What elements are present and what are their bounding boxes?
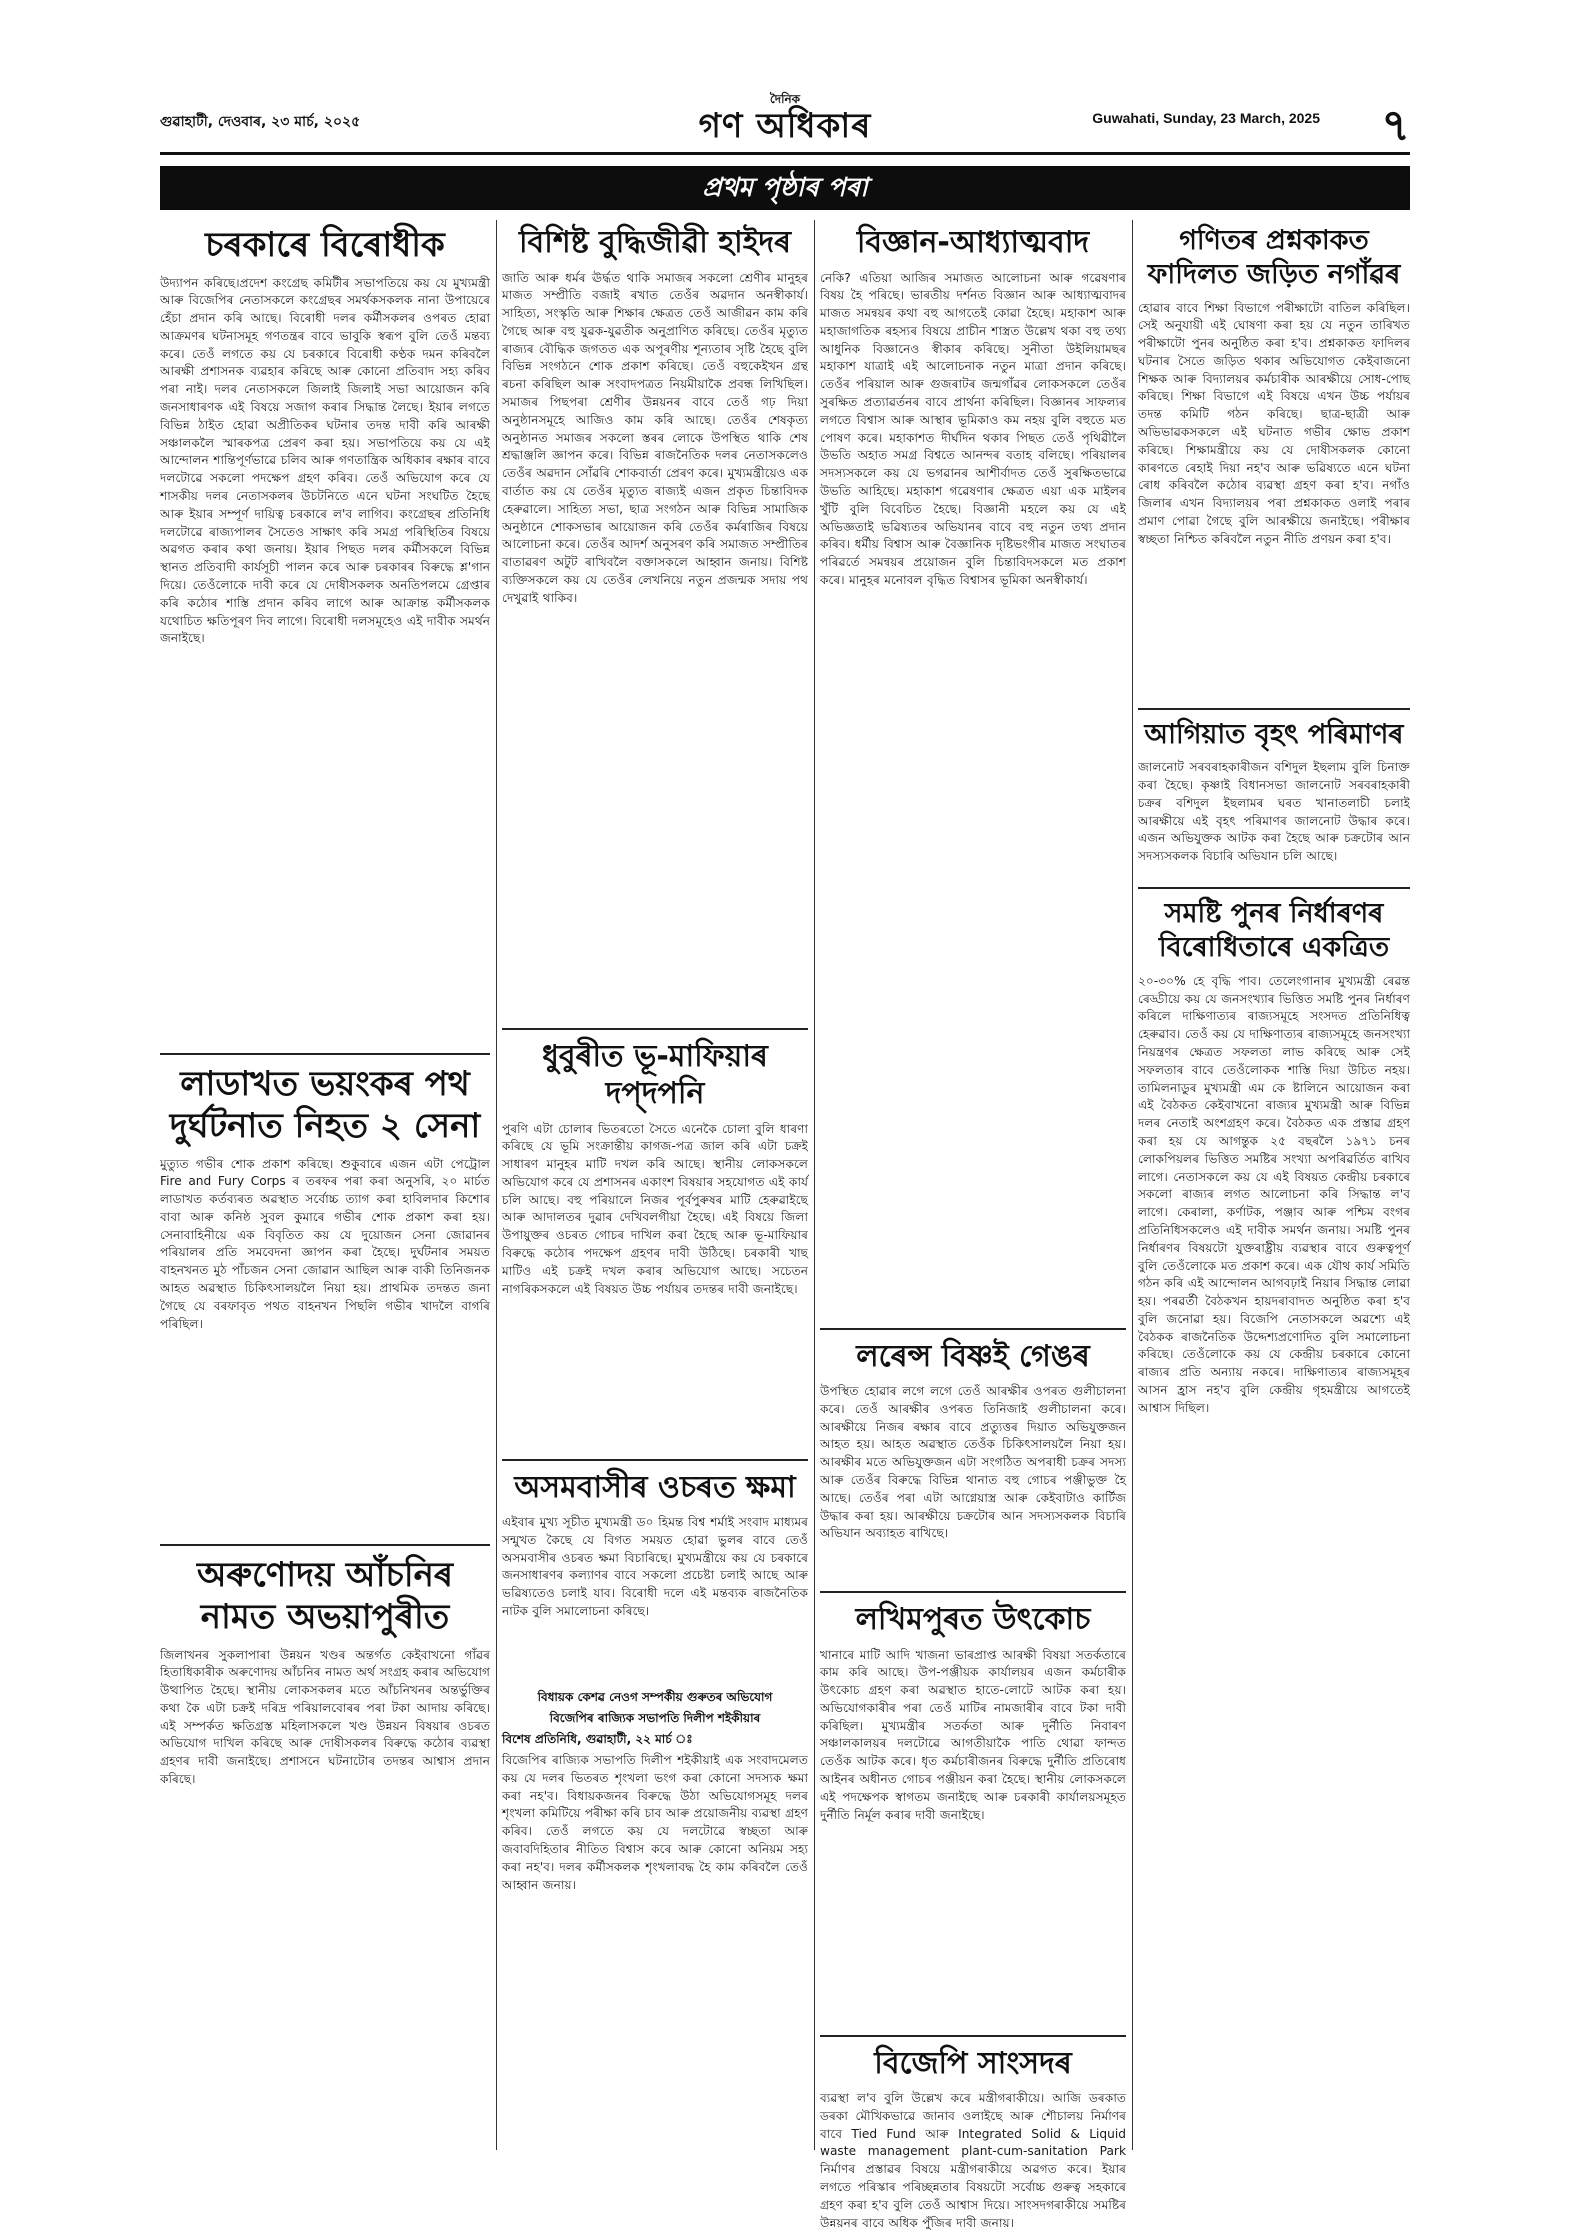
article-body: পুৰণি এটা চোলাৰ ভিতৰতো সৈতে এনেকৈ চোলা বুলি ধাৰণা কৰিছে যে ভূমি সংক্ৰান্তীয় কাগজ-পত্ৰ জাল কৰি এটা চক্ৰই সাধাৰণ মানুহৰ মাটি দখল কৰি আছে। স্থানীয় লোকসকলে অভিযোগ কৰে যে প্ৰশাসনৰ একাংশ বিষয়াৰ সহযোগত এই কাৰ্য চলি আছে। বহু পৰিয়ালে নিজৰ পূৰ্বপুৰুষৰ মাটি হেৰুৱাইছে আৰু আদালতৰ দুৱাৰ দেখিবলগীয়া হৈছে। এই বিষয়ে জিলা উপায়ুক্তৰ ওচৰত গোচৰ দাখিল কৰা হৈছে আৰু ভূ-মাফিয়াৰ বিৰুদ্ধে কঠোৰ পদক্ষেপ গ্ৰহণৰ দাবী উঠিছে। চৰকাৰী খাছ মাটিও এই চক্ৰই দখল কৰাৰ অভিযোগ আছে। সচেতন নাগৰিকসকলে এই বিষয়ত উচ্চ পৰ্যায়ৰ তদন্তৰ দাবী জনাইছে।: [502, 1121, 808, 1296]
newspaper-logo: [660, 92, 910, 146]
column-4: [1138, 220, 1410, 2203]
article-separator: [1138, 708, 1410, 710]
dateline: বিশেষ প্ৰতিনিধি, গুৱাহাটী, ২২ মাৰ্চ ঃ: [502, 1732, 693, 1746]
article-body: নেকি? এতিয়া আজিৰ সমাজত আলোচনা আৰু গৱেষণাৰ বিষয় হৈ পৰিছে। ভাৰতীয় দৰ্শনত বিজ্ঞান আৰু আধ্যাত্মবাদৰ মাজত সমন্বয়ৰ কথা বহু আগতেই কোৱা হৈছে। মহাকাশ আৰু মহাজাগতিক ৰহস্যৰ বিষয়ে প্ৰাচীন শাস্ত্ৰত উল্লেখ থকা বহু তথ্য আধুনিক বিজ্ঞানেও স্বীকাৰ কৰিছে। সুনীতা উইলিয়ামছৰ মহাকাশ যাত্ৰাই এই আলোচনাক নতুন মাত্ৰা প্ৰদান কৰিছে। তেওঁৰ পৰিয়াল আৰু গুজৰাটৰ জন্মগাঁৱৰ লোকসকলে তেওঁৰ সুৰক্ষিত প্ৰত্যাৱৰ্তনৰ বাবে প্ৰাৰ্থনা কৰিছিল। বিজ্ঞানৰ সাফল্যৰ লগতে বিশ্বাস আৰু আস্থাৰ ভূমিকাও কম নহয় বুলি বহুতে মত পোষণ কৰে। মহাকাশত দীৰ্ঘদিন থকাৰ পিছত তেওঁ পৃথিৱীলৈ উভতি অহাত সমগ্ৰ বিশ্বতে আনন্দৰ বতাহ বলিছে। পৰিয়ালৰ সদস্যসকলে কয় যে ভগৱানৰ আশীৰ্বাদত তেওঁ সুৰক্ষিতভাৱে উভতি আহিছে। মহাকাশ গৱেষণাৰ ক্ষেত্ৰত এয়া এক মাইলৰ খুঁটি বুলি বিবেচিত হৈছে। বিজ্ঞানী মহলে কয় যে এই অভিজ্ঞতাই ভৱিষ্যতৰ অভিযানৰ বাবে বহু নতুন তথ্য প্ৰদান কৰিব। ধৰ্মীয় বিশ্বাস আৰু বৈজ্ঞানিক দৃষ্টিভংগীৰ মাজত সংঘাতৰ পৰিৱৰ্তে সমন্বয়ৰ প্ৰয়োজন বুলি চিন্তাবিদসকলে মত প্ৰকাশ কৰে। মানুহৰ মনোবল বৃদ্ধিত বিশ্বাসৰ ভূমিকা অনস্বীকাৰ্য।: [820, 270, 1126, 588]
date-local: গুৱাহাটী, দেওবাৰ, ২৩ মাৰ্চ, ২০২৫: [160, 114, 361, 130]
column-2: [502, 220, 808, 2132]
section-banner: প্ৰথম পৃষ্ঠাৰ পৰা: [160, 166, 1410, 210]
column-1: [160, 220, 490, 2067]
article-headline: গণিতৰ প্ৰশ্নকাকত ফাদিলত জড়িত নগাঁৱৰ: [1147, 225, 1401, 290]
article-body: উপস্থিত হোৱাৰ লগে লগে তেওঁ আৰক্ষীৰ ওপৰত গুলীচালনা কৰে। তেওঁ আৰক্ষীৰ ওপৰত তিনিজাই গুলীচালনা কৰে। আৰক্ষীয়ে নিজৰ ৰক্ষাৰ বাবে প্ৰত্যুত্তৰ দিয়াত অভিযুক্তজন আহত হয়। আহত অৱস্থাত তেওঁক চিকিৎসালয়লৈ নিয়া হয়। আৰক্ষীৰ মতে অভিযুক্তজন এটা সংগঠিত অপৰাধী চক্ৰৰ সদস্য আৰু তেওঁৰ বিৰুদ্ধে বিভিন্ন থানাত বহু গোচৰ পঞ্জীভুক্ত হৈ আছে। তেওঁৰ পৰা এটা আগ্নেয়াস্ত্ৰ আৰু কেইবাটাও কাৰ্টিজ উদ্ধাৰ কৰা হয়। আৰক্ষীয়ে চক্ৰটোৰ আন সদস্যসকলক বিচাৰি অভিযান অব্যাহত ৰাখিছে।: [820, 1384, 1126, 1541]
article-headline: লাডাখত ভয়ংকৰ পথ দুৰ্ঘটনাত নিহত ২ সেনা: [169, 1063, 481, 1146]
article-separator: [820, 1328, 1126, 1330]
logo-small-text: দৈনিক: [769, 92, 801, 106]
column-divider: [1132, 220, 1133, 2150]
masthead: [160, 92, 1410, 156]
article-separator: [502, 1459, 808, 1461]
column-3: [820, 220, 1126, 2240]
article-body: উদ্যাপন কৰিছে।প্ৰদেশ কংগ্ৰেছ কমিটীৰ সভাপতিয়ে কয় যে মুখ্যমন্ত্ৰী আৰু বিজেপিৰ নেতাসকলে কংগ্ৰেছৰ সমৰ্থকসকলক নানা উপায়েৰে হেঁচা প্ৰদান কৰি আছে। বিৰোধী দলৰ কৰ্মীসকলৰ ওপৰত হোৱা আক্ৰমণৰ ঘটনাসমূহ গণতন্ত্ৰৰ বাবে ভাবুকি স্বৰূপ বুলি তেওঁ মন্তব্য কৰে। তেওঁ লগতে কয় যে চৰকাৰে বিৰোধী কণ্ঠক দমন কৰিবলৈ আৰক্ষী প্ৰশাসনক ব্যৱহাৰ কৰিছে আৰু কোনো প্ৰতিবাদ সহ্য কৰিব পৰা নাই। দলৰ নেতাসকলে জিলাই জিলাই সভা আয়োজন কৰি জনসাধাৰণক এই বিষয়ে সজাগ কৰাৰ সিদ্ধান্ত লৈছে। ইয়াৰ লগতে বিভিন্ন ঠাইত হোৱা অপ্ৰীতিকৰ ঘটনাৰ তদন্ত দাবী কৰি আৰক্ষী সঞ্চালকলৈ স্মাৰকপত্ৰ প্ৰেৰণ কৰা হয়। সভাপতিয়ে কয় যে এই আন্দোলন শান্তিপূৰ্ণভাৱে চলিব আৰু গণতান্ত্ৰিক অধিকাৰ ৰক্ষাৰ বাবে দলটোৱে সকলো পদক্ষেপ গ্ৰহণ কৰিব। তেওঁ অভিযোগ কৰে যে শাসকীয় দলৰ নেতাসকলৰ উচটনিতে এনে ঘটনা সংঘটিত হৈছে আৰু ইয়াৰ সম্পূৰ্ণ দায়িত্ব চৰকাৰে ল'ব লাগিব। কংগ্ৰেছৰ প্ৰতিনিধি দলটোৱে ৰাজ্যপালৰ সৈতেও সাক্ষাৎ কৰি সমগ্ৰ পৰিস্থিতিৰ বিষয়ে অৱগত কৰাৰ কথা জনায়। ইয়াৰ পিছত দলৰ কৰ্মীসকলে বিভিন্ন স্থানত প্ৰতিবাদী কাৰ্যসূচী পালন কৰে আৰু চৰকাৰৰ বিৰুদ্ধে শ্ল'গান দিয়ে। তেওঁলোকে দাবী কৰে যে দোষীসকলক অনতিপলমে গ্ৰেপ্তাৰ কৰি কঠোৰ শাস্তি প্ৰদান কৰিব লাগে আৰু আক্ৰান্ত কৰ্মীসকলক যথোচিত ক্ষতিপূৰণ দিব লাগে। বিৰোধী দলসমূহেও এই দাবীক সমৰ্থন জনাইছে।: [160, 275, 490, 646]
article-headline: অসমবাসীৰ ওচৰত ক্ষমা: [514, 1469, 796, 1505]
article-headline: অৰুণোদয় আঁচনিৰ নামত অভয়াপুৰীত: [196, 1554, 454, 1637]
article-separator: [160, 1053, 490, 1055]
article-headline: চৰকাৰে বিৰোধীক: [205, 225, 445, 265]
article-body: মুত্যুত গভীৰ শোক প্ৰকাশ কৰিছে। শুকুবাৰে এজন এটা পেট্ৰোল Fire and Fury Corps ৰ তৰফৰ পৰা কৰা অনুসৰি, ২০ মাৰ্চত লাডাখত কৰ্তব্যৰত অৱস্থাত সৰ্বোচ্চ ত্যাগ কৰা হাবিলদাৰ কিশোৰ বাবা আৰু কনিষ্ঠ সুবল কুমাৰে গভীৰ শোক প্ৰকাশ কৰা হয়। সেনাবাহিনীয়ে এক বিবৃতিত কয় যে দুয়োজন সেনা জোৱানৰ পৰিয়ালৰ প্ৰতি সমবেদনা জ্ঞাপন কৰা হৈছে। দুৰ্ঘটনাৰ সময়ত বাহনখনত মুঠ পাঁচজন সেনা জোৱান আছিল আৰু বাকী তিনিজনক আহত অৱস্থাত চিকিৎসালয়লৈ নিয়া হয়। প্ৰাথমিক তদন্তত জনা গৈছে যে বৰফাবৃত পথত বাহনখন পিছলি গভীৰ খাদলৈ বাগৰি পৰিছিল।: [160, 1156, 490, 1331]
logo-name: গণ অধিকাৰ: [698, 106, 872, 146]
article-body: হোৱাৰ বাবে শিক্ষা বিভাগে পৰীক্ষাটো বাতিল কৰিছিল। সেই অনুযায়ী এই ঘোষণা কৰা হয় যে নতুন তাৰিখত পৰীক্ষাটো পুনৰ অনুষ্ঠিত কৰা হ'ব। প্ৰশ্নকাকত ফাদিলৰ ঘটনাৰ সৈতে জড়িত থকাৰ অভিযোগত কেইবাজনো শিক্ষক আৰু বিদ্যালয়ৰ কৰ্মচাৰীক আৰক্ষীয়ে সোধ-পোছ কৰিছে। শিক্ষা বিভাগে এই বিষয়ে এখন উচ্চ পৰ্যায়ৰ তদন্ত কমিটি গঠন কৰিছে। ছাত্ৰ-ছাত্ৰী আৰু অভিভাৱকসকলে এই ঘটনাত গভীৰ ক্ষোভ প্ৰকাশ কৰিছে। শিক্ষামন্ত্ৰীয়ে কয় যে দোষীসকলক কোনো কাৰণতে ৰেহাই দিয়া নহ'ব আৰু ভৱিষ্যতে এনে ঘটনা ৰোধ কৰিবলৈ কঠোৰ ব্যৱস্থা গ্ৰহণ কৰা হ'ব। নগাঁও জিলাৰ এখন বিদ্যালয়ৰ পৰা প্ৰশ্নকাকত ওলাই পৰাৰ প্ৰমাণ পোৱা গৈছে বুলি আৰক্ষীয়ে জনাইছে। পৰীক্ষাৰ স্বচ্ছতা নিশ্চিত কৰিবলৈ নতুন নীতি প্ৰণয়ন কৰা হ'ব।: [1138, 300, 1410, 546]
masthead-rule: [160, 152, 1410, 155]
article-headline: লৰেন্স বিষ্ণই গেঙৰ: [856, 1338, 1090, 1374]
article-headline: বিশিষ্ট বুদ্ধিজীৱী হাইদৰ: [518, 225, 792, 260]
article-headline: বিজ্ঞান-আধ্যাত্মবাদ: [856, 225, 1090, 260]
article-body: জাতি আৰু ধৰ্মৰ ঊৰ্দ্ধত থাকি সমাজৰ সকলো শ্ৰেণীৰ মানুহৰ মাজত সম্প্ৰীতি বজাই ৰখাত তেওঁৰ অৱদান অনস্বীকাৰ্য। সাহিত্য, সংস্কৃতি আৰু শিক্ষাৰ ক্ষেত্ৰত তেওঁ আজীৱন কাম কৰি গৈছে আৰু বহু যুৱক-যুৱতীক অনুপ্ৰাণিত কৰিছে। তেওঁৰ মৃত্যুত ৰাজ্যৰ বৌদ্ধিক জগতত এক অপূৰণীয় শূন্যতাৰ সৃষ্টি হৈছে বুলি বিভিন্ন সংগঠনে শোক প্ৰকাশ কৰিছে। তেওঁ বহুকেইখন গ্ৰন্থ ৰচনা কৰিছিল আৰু সংবাদপত্ৰত নিয়মীয়াকৈ প্ৰবন্ধ লিখিছিল। সমাজৰ পিছপৰা শ্ৰেণীৰ উন্নয়নৰ বাবে তেওঁ গঢ় দিয়া অনুষ্ঠানসমূহে আজিও কাম কৰি আছে। তেওঁৰ শেষকৃত্য অনুষ্ঠানত সমাজৰ সকলো স্তৰৰ লোকে উপস্থিত থাকি শেষ শ্ৰদ্ধাঞ্জলি জ্ঞাপন কৰে। বিভিন্ন ৰাজনৈতিক দলৰ নেতাসকলেও তেওঁৰ অৱদান সোঁৱৰি শোকবাৰ্তা প্ৰেৰণ কৰে। মুখ্যমন্ত্ৰীয়েও এক বাৰ্তাত কয় যে তেওঁৰ মৃত্যুত ৰাজ্যই এজন প্ৰকৃত চিন্তাবিদক হেৰুৱালে। সাহিত্য সভা, ছাত্ৰ সংগঠন আৰু বিভিন্ন সামাজিক অনুষ্ঠানে শোকসভাৰ আয়োজন কৰি তেওঁৰ কৰ্মৰাজিৰ বিষয়ে আলোচনা কৰে। তেওঁৰ আদৰ্শ অনুসৰণ কৰি সমাজত সম্প্ৰীতিৰ বাতাৱৰণ অটুট ৰাখিবলৈ বক্তাসকলে আহ্বান জনায়। বিশিষ্ট ব্যক্তিসকলে কয় যে তেওঁৰ লেখনিয়ে নতুন প্ৰজন্মক সদায় পথ দেখুৱাই থাকিব।: [502, 270, 808, 605]
article-body: ব্যৱস্থা ল'ব বুলি উল্লেখ কৰে মন্ত্ৰীগৰাকীয়ে। আজি ডৰকাত ডৰকা মৌখিকভাৱে জানাব ওলাইছে আৰু শৌচালয় নিৰ্মাণৰ বাবে Tied Fund আৰু Integrated Solid & Liquid waste management plant-cum-sanitation Park নিৰ্মাণৰ প্ৰস্তাৱৰ বিষয়ে মন্ত্ৰীগৰাকীয়ে অৱগত কৰে। ইয়াৰ লগতে পৰিস্কাৰ পৰিচ্ছন্নতাৰ বিষয়টো সৰ্বোচ্চ গুৰুত্ব সহকাৰে গ্ৰহণ কৰা হ'ব বুলি তেওঁ আশ্বাস দিয়ে। সাংসদগৰাকীয়ে সমষ্টিৰ উন্নয়নৰ বাবে অধিক পুঁজিৰ দাবী জনায়।: [820, 2091, 1126, 2230]
date-english: Guwahati, Sunday, 23 March, 2025: [1092, 110, 1320, 126]
article-body: এইবাৰ মুখ্য সূচীত মুখ্যমন্ত্ৰী ড০ হিমন্ত বিশ্ব শৰ্মাই সংবাদ মাধ্যমৰ সন্মুখত কৈছে যে বিগত সময়ত হোৱা ভুলৰ বাবে তেওঁ অসমবাসীৰ ওচৰত ক্ষমা বিচাৰিছে। মুখ্যমন্ত্ৰীয়ে কয় যে চৰকাৰে জনসাধাৰণৰ কল্যাণৰ বাবে সকলো প্ৰচেষ্টা চলাই আছে আৰু ভৱিষ্যতেও চলাই যাব। বিৰোধী দলে এই মন্তব্যক ৰাজনৈতিক নাটক বুলি সমালোচনা কৰিছে।: [502, 1515, 808, 1618]
article-headline: আগিয়াত বৃহৎ পৰিমাণৰ: [1144, 718, 1404, 750]
column-divider: [814, 220, 815, 2150]
notice-title: বিধায়ক কেশৱ নেওগ সম্পৰ্কীয় গুৰুতৰ অভিযোগ: [537, 1690, 773, 1704]
article-separator: [820, 1591, 1126, 1593]
article-body: বিজেপিৰ ৰাজ্যিক সভাপতি দিলীপ শইকীয়াই এক সংবাদমেলত কয় যে দলৰ ভিতৰত শৃংখলা ভংগ কৰা কোনো সদস্যক ক্ষমা কৰা নহ'ব। বিধায়কজনৰ বিৰুদ্ধে উঠা অভিযোগসমূহ দলৰ শৃংখলা কমিটিয়ে পৰীক্ষা কৰি চাব আৰু প্ৰয়োজনীয় ব্যৱস্থা গ্ৰহণ কৰিব। তেওঁ লগতে কয় যে দলটোৱে স্বচ্ছতা আৰু জবাবদিহিতাৰ নীতিত বিশ্বাস কৰে আৰু কোনো অনিয়ম সহ্য কৰা নহ'ব। দলৰ কৰ্মীসকলক শৃংখলাবদ্ধ হৈ কাম কৰিবলৈ তেওঁ আহ্বান জনায়।: [502, 1753, 808, 1892]
article-headline: লখিমপুৰত উৎকোচ: [855, 1602, 1091, 1637]
article-separator: [160, 1544, 490, 1546]
article-body: জিলাখনৰ সুকলাপাৰা উন্নয়ন খণ্ডৰ অন্তৰ্গত কেইবাখনো গাঁৱৰ হিতাধিকাৰীক অৰুণোদয় আঁচনিৰ নামত অৰ্থ সংগ্ৰহ কৰাৰ অভিযোগ উত্থাপিত হৈছে। স্থানীয় লোকসকলৰ মতে আঁচনিখনৰ অন্তৰ্ভুক্তিৰ কথা কৈ এটা চক্ৰই দৰিদ্ৰ পৰিয়ালবোৰৰ পৰা টকা আদায় কৰিছে। এই সম্পৰ্কত ক্ষতিগ্ৰস্ত মহিলাসকলে খণ্ড উন্নয়ন বিষয়াৰ ওচৰত অভিযোগ দাখিল কৰিছে আৰু দোষীসকলৰ বিৰুদ্ধে কঠোৰ ব্যৱস্থা গ্ৰহণৰ দাবী জনাইছে। প্ৰশাসনে ঘটনাটোৰ তদন্তৰ আশ্বাস প্ৰদান কৰিছে।: [160, 1647, 490, 1787]
article-headline: বিজেপি সাংসদৰ: [874, 2045, 1072, 2081]
article-separator: [820, 2035, 1126, 2037]
page-number: ৭: [1381, 100, 1410, 151]
notice-subtitle: বিজেপিৰ ৰাজ্যিক সভাপতি দিলীপ শইকীয়াৰ: [549, 1711, 761, 1725]
article-body: জালনোট সৰবৰাহকাৰীজন বশিদুল ইছলাম বুলি চিনাক্ত কৰা হৈছে। কৃষ্ণাই বিধানসভা জালনোট সৰবৰাহকাৰী চক্ৰৰ বশিদুল ইছলামৰ ঘৰত খানাতলাচী চলাই আৰক্ষীয়ে এই বৃহৎ পৰিমাণৰ জালনোট উদ্ধাৰ কৰে। এজন অভিযুক্তক আটক কৰা হৈছে আৰু চক্ৰটোৰ আন সদস্যসকলক বিচাৰি অভিযান চলি আছে।: [1138, 760, 1410, 864]
article-headline: ধুবুৰীত ভূ-মাফিয়াৰ দপ্‌দপনি: [542, 1038, 768, 1111]
article-body: ২০-৩০% হে বৃদ্ধি পাব। তেলেংগানাৰ মুখ্যমন্ত্ৰী ৰেৱন্ত ৰেড্ডীয়ে কয় যে জনসংখ্যাৰ ভিত্তিত সমষ্টি পুনৰ নিৰ্ধাৰণ কৰিলে দাক্ষিণাত্যৰ ৰাজ্যসমূহে সংসদত প্ৰতিনিধিত্ব হেৰুৱাব। তেওঁ কয় যে দাক্ষিণাত্যৰ ৰাজ্যসমূহে জনসংখ্যা নিয়ন্ত্ৰণৰ ক্ষেত্ৰত সফলতা লাভ কৰিছে আৰু সেই সফলতাৰ বাবে তেওঁলোকক শাস্তি দিয়া উচিত নহয়। তামিলনাডুৰ মুখ্যমন্ত্ৰী এম কে ষ্টালিনে আয়োজন কৰা এই বৈঠকত কেইবাখনো ৰাজ্যৰ মুখ্যমন্ত্ৰী আৰু বিভিন্ন দলৰ নেতাই অংশগ্ৰহণ কৰে। বৈঠকত এক প্ৰস্তাৱ গ্ৰহণ কৰা হয় যে আগন্তুক ২৫ বছৰলৈ ১৯৭১ চনৰ লোকপিয়লৰ ভিত্তিত সমষ্টিৰ সংখ্যা অপৰিৱৰ্তিত ৰাখিব লাগে। নেতাসকলে কয় যে এই বিষয়ত কেন্দ্ৰীয় চৰকাৰে সকলো ৰাজ্যৰ লগত আলোচনা কৰি সিদ্ধান্ত ল'ব লাগে। কেৰালা, কৰ্ণাটক, পঞ্জাব আৰু পশ্চিম বংগৰ প্ৰতিনিধিসকলেও এই দাবীক সমৰ্থন জনায়। সমষ্টি পুনৰ নিৰ্ধাৰণৰ বিষয়টো যুক্তৰাষ্ট্ৰীয় ব্যৱস্থাৰ বাবে গুৰুত্বপূৰ্ণ বুলি তেওঁলোকে মত প্ৰকাশ কৰে। এক যৌথ কাৰ্য সমিতি গঠন কৰি এই আন্দোলন আগবঢ়াই নিয়াৰ সিদ্ধান্ত লোৱা হয়। পৰৱৰ্তী বৈঠকখন হায়দৰাবাদত অনুষ্ঠিত কৰা হ'ব বুলি জনোৱা হয়। বিজেপি নেতাসকলে অৱশ্যে এই বৈঠকক ৰাজনৈতিক উদ্দেশ্যপ্ৰণোদিত বুলি সমালোচনা কৰিছে। তেওঁলোকে কয় যে কেন্দ্ৰীয় চৰকাৰে কোনো ৰাজ্যৰ প্ৰতি অন্যায় নকৰে। দাক্ষিণাত্যৰ ৰাজ্যসমূহৰ আসন হ্ৰাস নহ'ব বুলি কেন্দ্ৰীয় গৃহমন্ত্ৰীয়ে আগতেই আশ্বাস দিছিল।: [1138, 973, 1410, 1415]
column-divider: [496, 220, 497, 2150]
article-separator: [502, 1028, 808, 1030]
article-headline: সমষ্টি পুনৰ নিৰ্ধাৰণৰ বিৰোধিতাৰে একত্ৰিত: [1158, 898, 1390, 963]
article-body: খানাৰে মাটি আদি খাজনা ভাৰপ্ৰাপ্ত আৰক্ষী বিষয়া সতৰ্কতাৰে কাম কৰি আছে। উপ-পঞ্জীয়ক কাৰ্যালয়ৰ এজন কৰ্মচাৰীক উৎকোচ গ্ৰহণ কৰা অৱস্থাত হাতে-লোটে আটক কৰা হয়। অভিযোগকাৰীৰ পৰা তেওঁ মাটিৰ নামজাৰীৰ বাবে টকা দাবী কৰিছিল। মুখ্যমন্ত্ৰীৰ সতৰ্কতা আৰু দুৰ্নীতি নিবাৰণ সঞ্চালকালয়ৰ দলটোৱে আগতীয়াকৈ পাতি থোৱা ফান্দত তেওঁক আটক কৰে। ধৃত কৰ্মচাৰীজনৰ বিৰুদ্ধে দুৰ্নীতি প্ৰতিৰোধ আইনৰ অধীনত গোচৰ পঞ্জীয়ন কৰা হৈছে। স্থানীয় লোকসকলে এই পদক্ষেপক স্বাগতম জনাইছে আৰু চৰকাৰী কাৰ্যালয়সমূহত দুৰ্নীতি নিৰ্মূল কৰাৰ দাবী জনাইছে।: [820, 1647, 1126, 1822]
article-separator: [1138, 887, 1410, 889]
